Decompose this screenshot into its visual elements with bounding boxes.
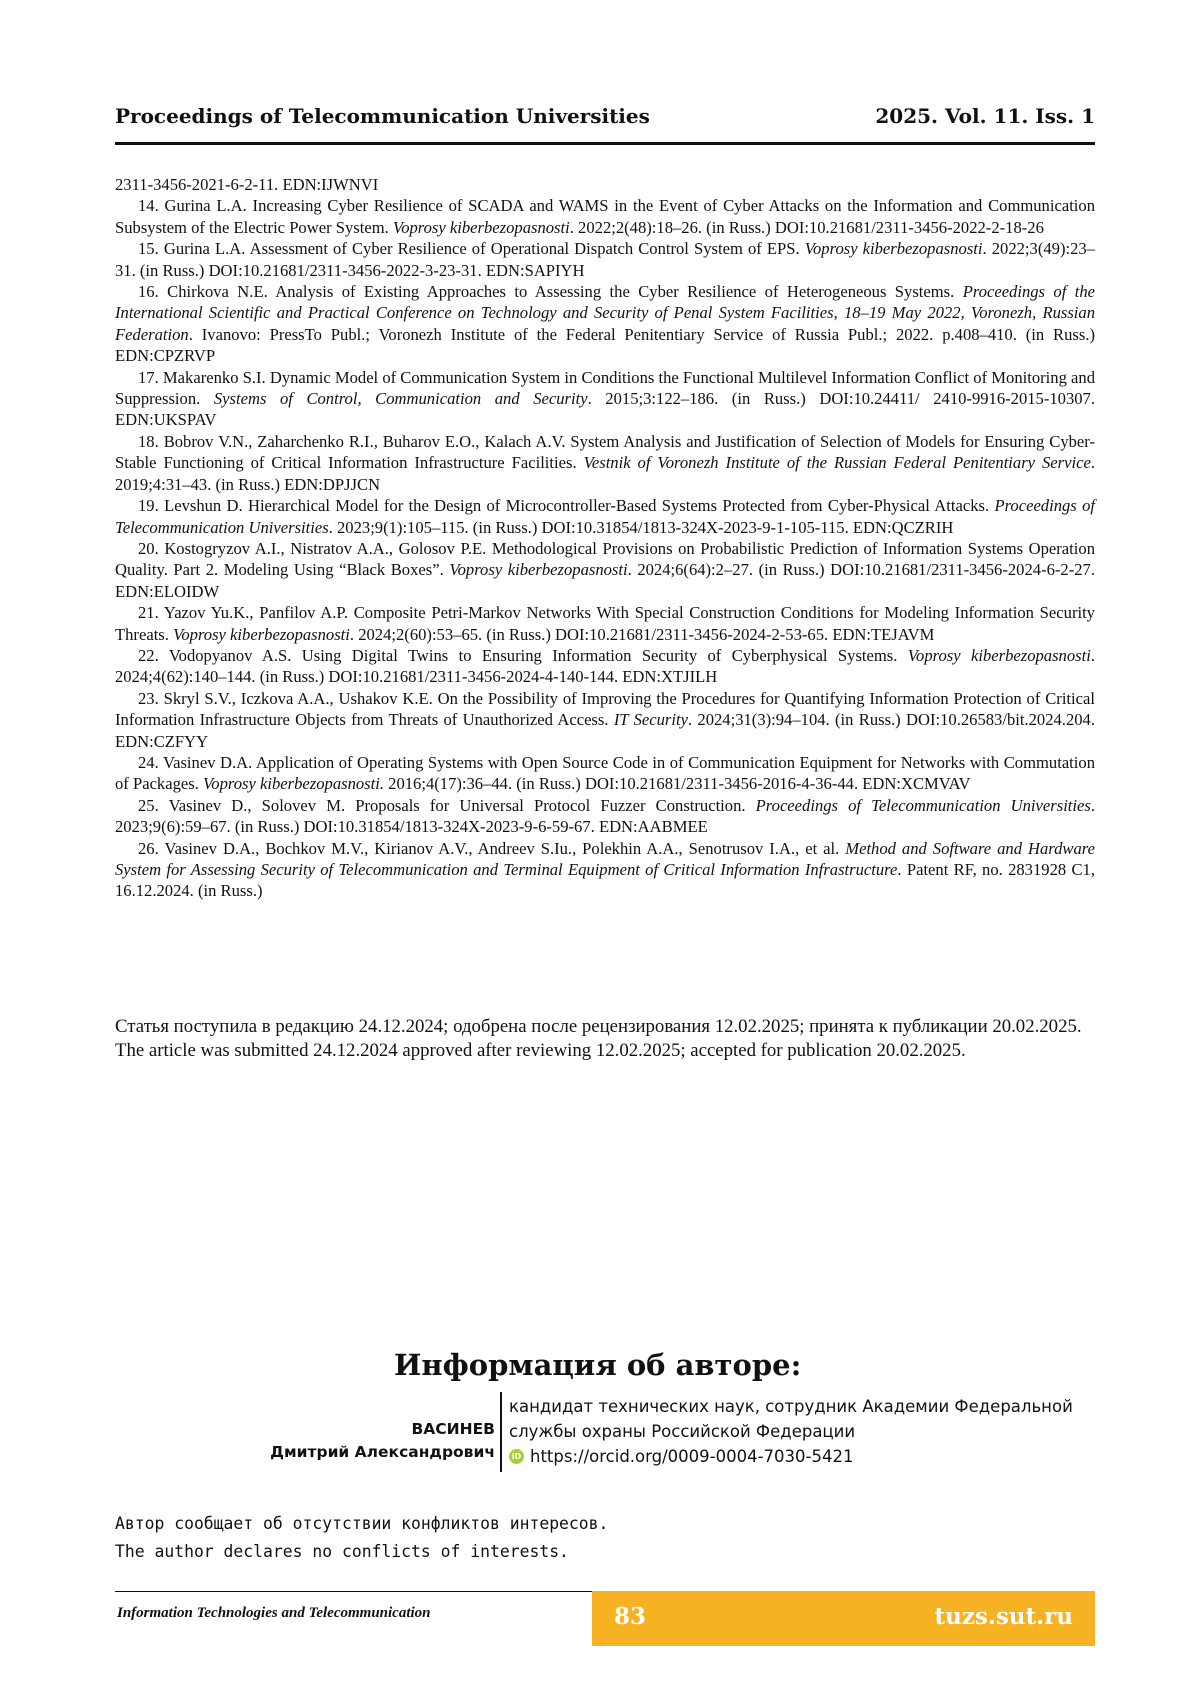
article-dates [115,1015,1095,1063]
reference-item [115,367,1095,431]
reference-number: 14. [138,196,159,216]
reference-number: 17. [138,367,159,387]
reference-source: Voprosy kiberbezopasnosti. [203,774,384,794]
reference-item [115,752,1095,795]
reference-item [115,495,1095,538]
issue-info: 2025. Vol. 11. Iss. 1 [875,104,1095,128]
reference-number: 15. [138,239,159,259]
reference-text: Makarenko S.I. Dynamic Model of Communication System in Conditions the Functional Multilevel Information Conflict of Monitoring and Suppression. [115,367,1095,409]
journal-title: Proceedings of Telecommunication Universities [115,104,650,128]
footer-box [592,1591,1095,1646]
reference-source: Systems of Control, Communication and Security [213,389,588,409]
reference-text: Bobrov V.N., Zaharchenko R.I., Buharov E.O., Kalach A.V. System Analysis and Justification of Selection of Models for Ensuring Cyber-Stable Functioning of Critical Information Infrastructure Facilities. [115,431,1095,473]
reference-text: Vasinev D., Solovev M. Proposals for Universal Protocol Fuzzer Construction. [168,795,756,815]
author-given-name: Дмитрий Александрович [270,1443,495,1461]
dates-ru: Статья поступила в редакцию 24.12.2024; одобрена после рецензирования 12.02.2025; принята к публикации 20.02.2025. [115,1016,1082,1037]
reference-continuation: 2311-3456-2021-6-2-11. EDN:IJWNVI [115,175,379,194]
reference-source: Proceedings of Telecommunication Universities [755,795,1091,815]
author-name [270,1418,495,1464]
reference-source: Vestnik of Voronezh Institute of the Russian Federal Penitentiary Service [583,453,1091,473]
reference-items [115,195,1095,901]
reference-text: Vasinev D.A. Application of Operating Systems with Open Source Code in of Communication Equipment for Networks with Commutation of Packages. [115,752,1095,794]
reference-item [115,431,1095,495]
reference-number: 20. [138,538,159,558]
reference-number: 24. [138,752,159,772]
reference-item [115,795,1095,838]
reference-text: Chirkova N.E. Analysis of Existing Approaches to Assessing the Cyber Resilience of Heterogeneous Systems. [167,282,963,302]
orcid-line[interactable] [509,1444,1109,1469]
reference-details: . 2019;4:31–43. (in Russ.) EDN:DPJJCN [115,453,1095,494]
reference-source: Voprosy kiberbezopasnosti [173,624,350,644]
reference-details: . 2023;9(1):105–115. (in Russ.) DOI:10.31854/1813-324X-2023-9-1-105-115. EDN:QCZRIH [328,517,954,537]
reference-text: Vodopyanov A.S. Using Digital Twins to Ensuring Information Security of Cyberphysical Systems. [168,645,908,665]
conflict-statement [115,1510,1095,1566]
reference-text: Levshun D. Hierarchical Model for the Design of Microcontroller-Based Systems Protected from Cyber-Physical Attacks. [164,496,995,516]
reference-item [115,688,1095,752]
reference-item [115,645,1095,688]
reference-item [115,838,1095,902]
reference-number: 25. [138,795,159,815]
footer-section: Information Technologies and Telecommunication [117,1605,431,1621]
reference-number: 21. [138,603,159,623]
running-header [115,104,1095,145]
reference-details: . 2024;4(62):140–144. (in Russ.) DOI:10.21681/2311-3456-2024-4-140-144. EDN:XTJILH [115,645,1095,687]
reference-details: . 2022;3(49):23–31. (in Russ.) DOI:10.21681/2311-3456-2022-3-23-31. EDN:SAPIYH [115,239,1095,280]
reference-source: Proceedings of the International Scientific and Practical Conference on Technology and Security of Penal System Facilities, 18–19 May 2022, Voronezh, Russian Federation [115,282,1095,344]
conflicts-en: The author declares no conflicts of interests. [115,1542,569,1561]
reference-number: 18. [138,431,159,451]
author-info [509,1394,1109,1469]
reference-details: . Patent RF, no. 2831928 C1, 16.12.2024. (in Russ.) [115,860,1095,901]
reference-source: Voprosy kiberbezopasnosti [392,217,570,237]
reference-details: . 2024;31(3):94–104. (in Russ.) DOI:10.26583/bit.2024.204. EDN:CZFYY [115,710,1095,751]
reference-number: 26. [138,838,159,858]
reference-number: 22. [138,645,159,665]
reference-details: . Ivanovo: PressTo Publ.; Voronezh Institute of the Federal Penitentiary Service of Russia Publ.; 2022. p.408–410. (in Russ.) EDN:CPZRVP [115,324,1095,366]
reference-details: . 2022;2(48):18–26. (in Russ.) DOI:10.21681/2311-3456-2022-2-18-26 [569,217,1044,237]
reference-source: Method and Software and Hardware System for Assessing Security of Telecommunication and Terminal Equipment of Critical Information Infrastructure [115,838,1095,879]
reference-item [115,195,1095,238]
reference-number: 16. [138,282,159,302]
reference-source: IT Security [613,710,688,730]
reference-item [115,538,1095,602]
reference-details: 2016;4(17):36–44. (in Russ.) DOI:10.21681/2311-3456-2016-4-36-44. EDN:XCMVAV [384,774,971,794]
orcid-icon: iD [509,1449,524,1464]
reference-text: Kostogryzov A.I., Nistratov A.A., Golosov P.E. Methodological Provisions on Probabilistic Prediction of Information Systems Operation Quality. Part 2. Modeling Using “Black Boxes”. [115,538,1095,580]
reference-item [115,602,1095,645]
reference-item [115,281,1095,367]
footer-site[interactable]: tuzs.sut.ru [934,1603,1073,1630]
reference-text: Yazov Yu.K., Panfilov A.P. Composite Petri-Markov Networks With Special Construction Conditions for Modeling Information Security Threats. [115,603,1095,644]
reference-source: Voprosy kiberbezopasnosti [449,560,628,580]
reference-details: . 2023;9(6):59–67. (in Russ.) DOI:10.31854/1813-324X-2023-9-6-59-67. EDN:AABMEE [115,795,1095,837]
reference-list [115,174,1095,902]
author-block [115,1392,1095,1472]
orcid-link[interactable]: https://orcid.org/0009-0004-7030-5421 [530,1447,854,1466]
author-divider [500,1392,502,1472]
reference-number: 19. [138,496,159,516]
reference-source: Voprosy kiberbezopasnosti [907,645,1091,665]
reference-text: Gurina L.A. Assessment of Cyber Resilience of Operational Dispatch Control System of EPS. [163,239,805,259]
author-surname: ВАСИНЕВ [411,1420,495,1438]
conflicts-ru: Автор сообщает об отсутствии конфликтов интересов. [115,1514,609,1533]
reference-text: Skryl S.V., Iczkova A.A., Ushakov K.E. On the Possibility of Improving the Procedures for Quantifying Information Protection of Critical Information Infrastructure Objects from Threats of Unauthorized Access. [115,688,1095,730]
reference-text: Gurina L.A. Increasing Cyber Resilience of SCADA and WAMS in the Event of Cyber Attacks on the Information and Communication Subsystem of the Electric Power System. [115,196,1096,237]
author-section-heading: Информация об авторе: [394,1348,802,1382]
reference-number: 23. [138,688,159,708]
reference-details: . 2024;2(60):53–65. (in Russ.) DOI:10.21681/2311-3456-2024-2-53-65. EDN:TEJAVM [349,624,935,644]
reference-item [115,238,1095,281]
author-affiliation: кандидат технических наук, сотрудник Академии Федеральной службы охраны Российской Федерации [509,1397,1073,1441]
page-number: 83 [614,1603,647,1630]
reference-source: Voprosy kiberbezopasnosti [804,239,983,259]
reference-details: . 2024;6(64):2–27. (in Russ.) DOI:10.21681/2311-3456-2024-6-2-27. EDN:ELOIDW [115,560,1095,601]
reference-source: Proceedings of Telecommunication Universities [115,496,1095,537]
dates-en: The article was submitted 24.12.2024 approved after reviewing 12.02.2025; accepted for publication 20.02.2025. [115,1040,966,1061]
reference-text: Vasinev D.A., Bochkov M.V., Kirianov A.V., Andreev S.Iu., Polekhin A.A., Senotrusov I.A., et al. [164,838,846,858]
reference-details: . 2015;3:122–186. (in Russ.) DOI:10.24411/ 2410-9916-2015-10307. EDN:UKSPAV [115,389,1096,430]
